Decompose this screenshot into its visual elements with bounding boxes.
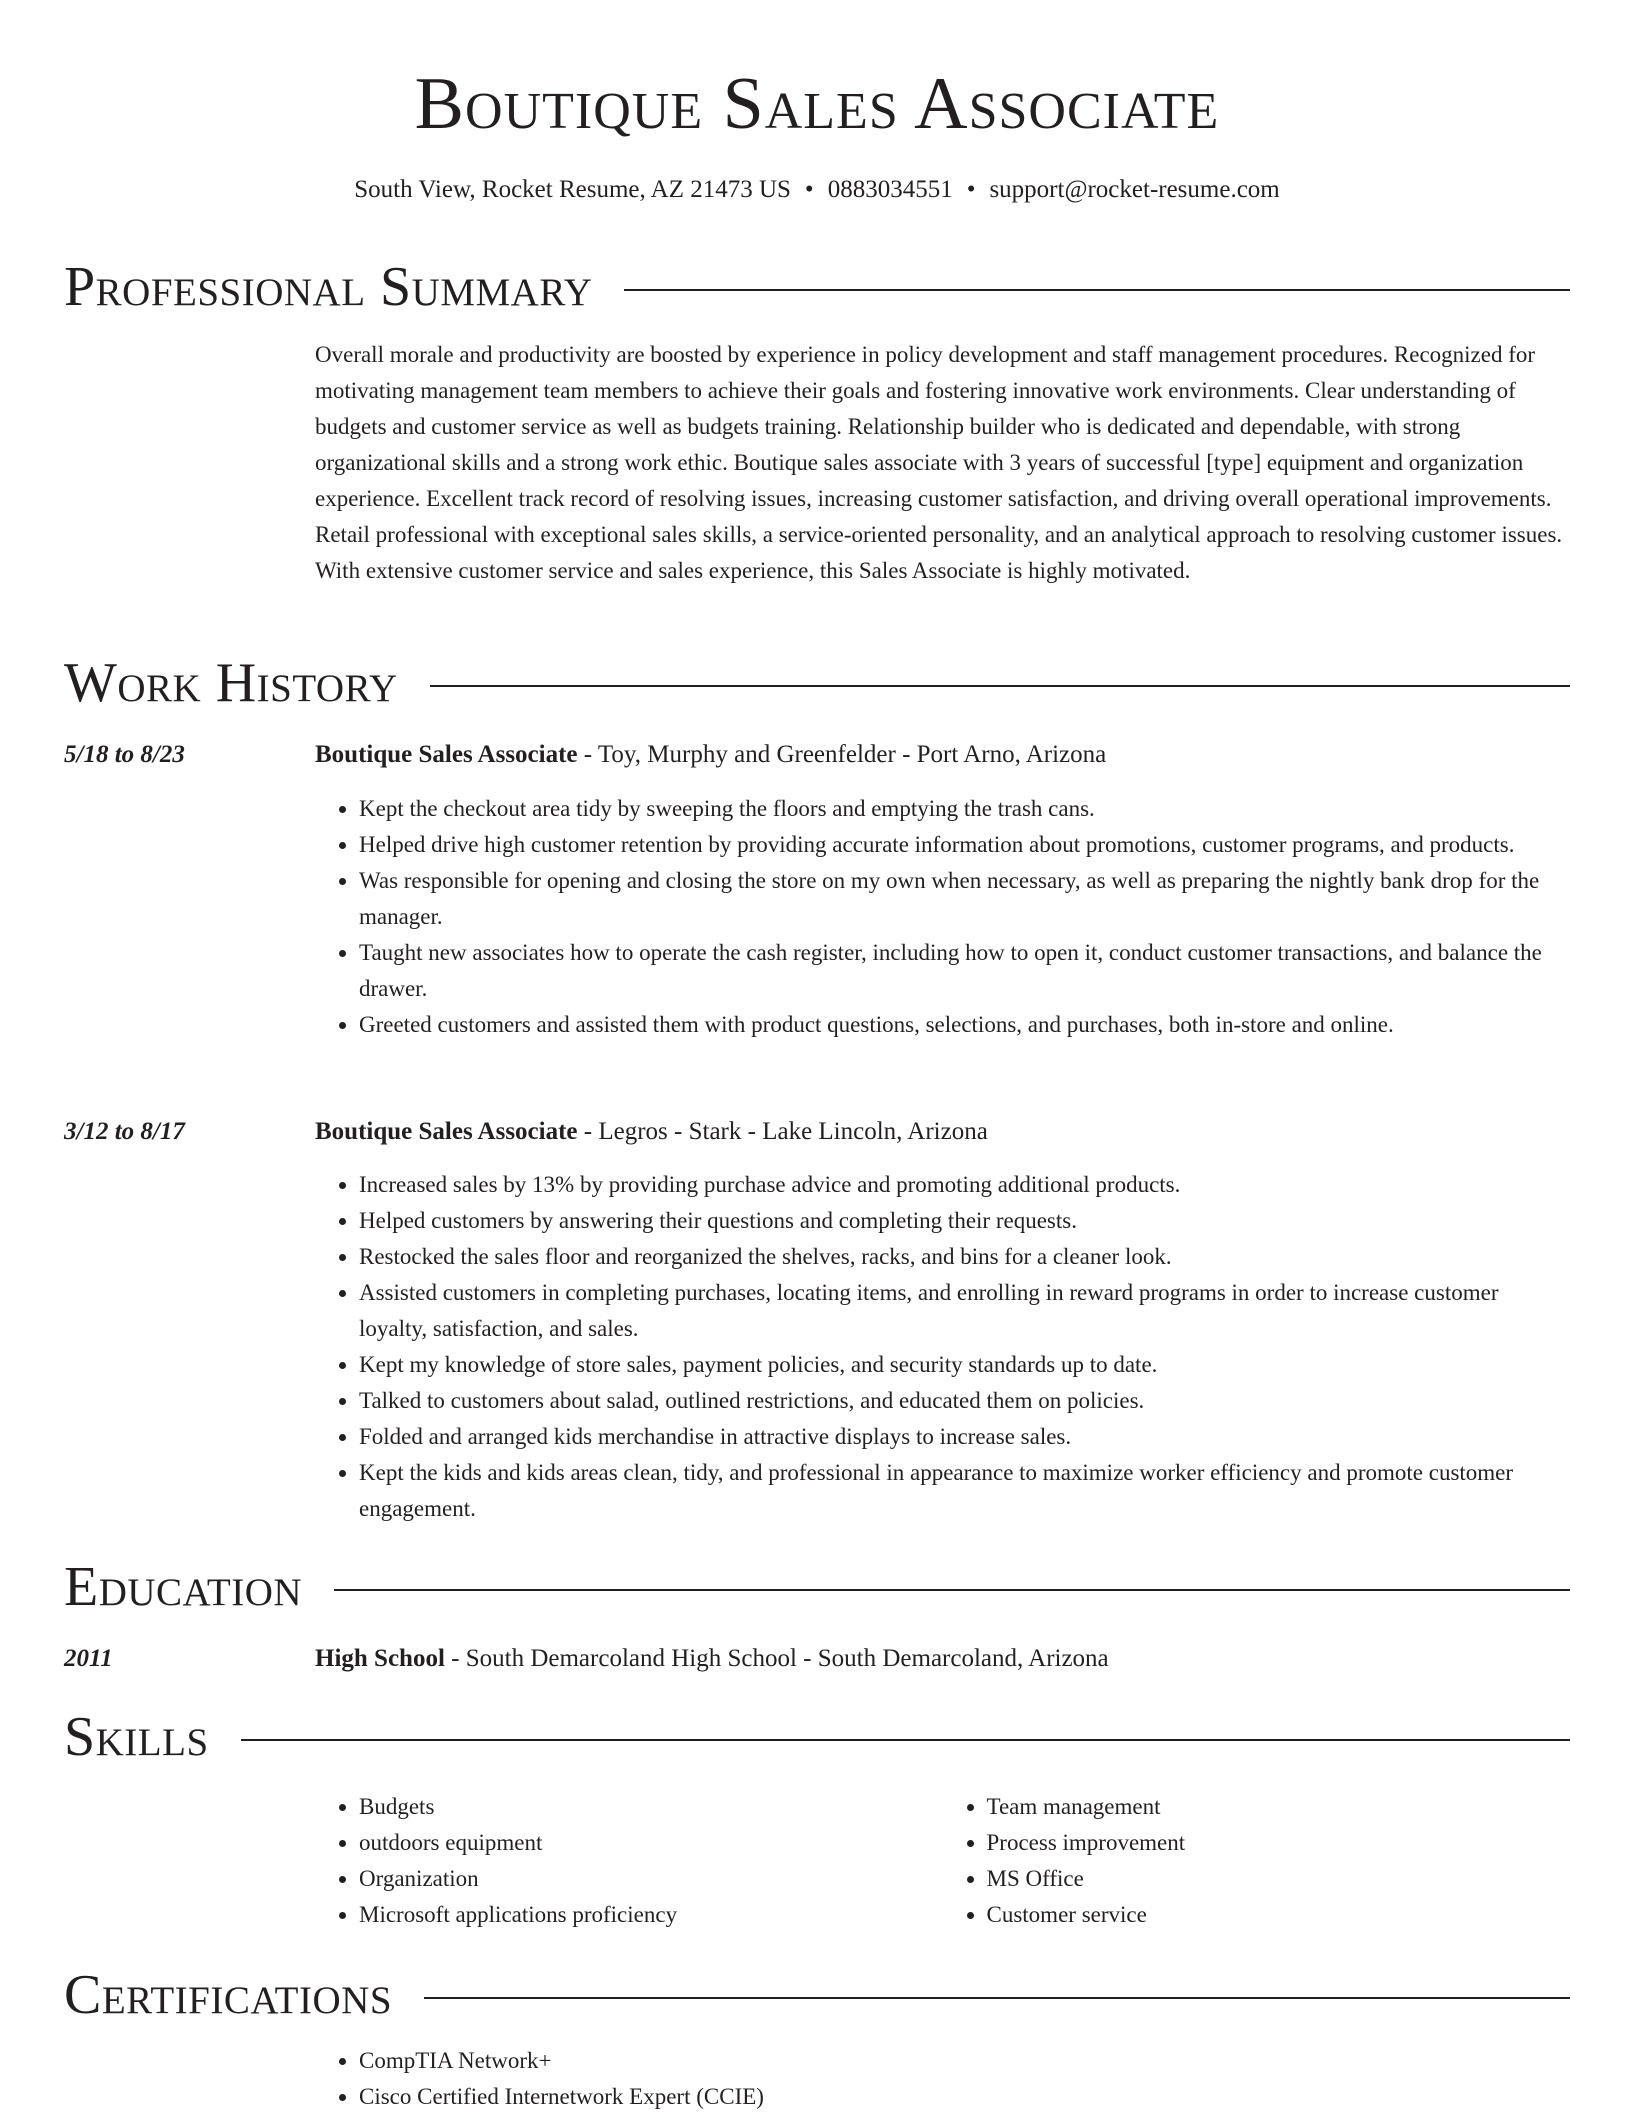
job-company: - Toy, Murphy and Greenfelder - Port Arno, Arizona [577,741,1107,768]
list-item: • Greeted customers and assisted them with product questions, selections, and purchases, both in-store and online. [359,1007,1570,1043]
separator: • [966,176,976,203]
list-item: • Assisted customers in completing purchases, locating items, and enrolling in reward programs in order to increase customer loyalty, satisfaction, and sales. [359,1275,1570,1347]
job-bullets [315,791,1570,1043]
section-divider [430,685,1570,687]
list-item: • Folded and arranged kids merchandise in attractive displays to increase sales. [359,1419,1570,1455]
skills-grid [315,1789,1570,1933]
section-divider [424,1997,1570,1999]
education-degree: High School [315,1645,445,1672]
section-heading-skills [64,1702,1570,1772]
list-item: • Kept the checkout area tidy by sweeping the floors and emptying the trash cans. [359,791,1570,827]
job-bullets [315,1167,1570,1527]
list-item: • Was responsible for opening and closing the store on my own when necessary, as well as preparing the nightly bank drop for the manager. [359,863,1570,935]
skill-item: • outdoors equipment [359,1825,943,1861]
summary-text: Overall morale and productivity are boosted by experience in policy development and staff management procedures. Recognized for motivating management team members to achieve their goals and fostering innovative work environments. Clear understanding of budgets and customer service as well as budgets training. Relationship builder who is dedicated and dependable, with strong organizational skills and a strong work ethic. Boutique sales associate with 3 years of successful [type] equipment and organization experience. Excellent track record of resolving issues, increasing customer satisfaction, and driving overall operational improvements. Retail professional with exceptional sales skills, a service-oriented personality, and an analytical approach to resolving customer issues. With extensive customer service and sales experience, this Sales Associate is highly motivated. [315,342,1563,583]
phone: 0883034551 [827,176,953,203]
skill-item: • Process improvement [987,1825,1571,1861]
skill-item: • Team management [987,1789,1571,1825]
section-divider [241,1739,1570,1741]
separator: • [804,176,814,203]
address: South View, Rocket Resume, AZ 21473 US [354,176,791,203]
resume-name: Boutique Sales Associate [414,63,1220,145]
section-divider [334,1589,1570,1591]
section-divider [624,289,1570,291]
email-link[interactable]: support@rocket-resume.com [989,176,1280,203]
section-heading-work-history [64,648,1570,718]
job-heading [315,1114,988,1150]
skill-item: • Customer service [987,1897,1571,1933]
skills-column-left [315,1789,943,1933]
education-year: 2011 [64,1645,113,1672]
list-item: • Helped drive high customer retention by providing accurate information about promotions, customer programs, and products. [359,827,1570,863]
job-dates: 5/18 to 8/23 [64,741,185,768]
section-heading-summary [64,252,1570,322]
job-company: - Legros - Stark - Lake Lincoln, Arizona [577,1118,988,1145]
section-title: Education [64,1556,303,1618]
job-heading [315,737,1106,773]
skill-item: • MS Office [987,1861,1571,1897]
section-title: Professional Summary [64,256,593,318]
certification-item: • Cisco Certified Internetwork Expert (CCIE) [359,2079,1570,2115]
list-item: • Kept the kids and kids areas clean, tidy, and professional in appearance to maximize worker efficiency and promote customer engagement. [359,1455,1570,1527]
certifications-list [315,2043,1570,2115]
section-heading-certifications [64,1960,1570,2030]
skill-item: • Microsoft applications proficiency [359,1897,943,1933]
job-dates: 3/12 to 8/17 [64,1118,185,1145]
list-item: • Increased sales by 13% by providing purchase advice and promoting additional products. [359,1167,1570,1203]
section-title: Skills [64,1706,209,1768]
job-title: Boutique Sales Associate [315,1118,578,1145]
job-title: Boutique Sales Associate [315,741,578,768]
education-heading [315,1641,1109,1677]
skill-item: • Organization [359,1861,943,1897]
list-item: • Restocked the sales floor and reorganized the shelves, racks, and bins for a cleaner look. [359,1239,1570,1275]
contact-line [64,172,1570,208]
list-item: • Taught new associates how to operate the cash register, including how to open it, conduct customer transactions, and balance the drawer. [359,935,1570,1007]
section-title: Certifications [64,1964,393,2026]
section-heading-education [64,1552,1570,1622]
list-item: • Talked to customers about salad, outlined restrictions, and educated them on policies. [359,1383,1570,1419]
education-school: - South Demarcoland High School - South Demarcoland, Arizona [444,1645,1109,1672]
certification-item: • CompTIA Network+ [359,2043,1570,2079]
section-title: Work History [64,652,398,714]
skills-column-right [943,1789,1571,1933]
list-item: • Helped customers by answering their questions and completing their requests. [359,1203,1570,1239]
list-item: • Kept my knowledge of store sales, payment policies, and security standards up to date. [359,1347,1570,1383]
summary-block [315,337,1570,589]
skill-item: • Budgets [359,1789,943,1825]
